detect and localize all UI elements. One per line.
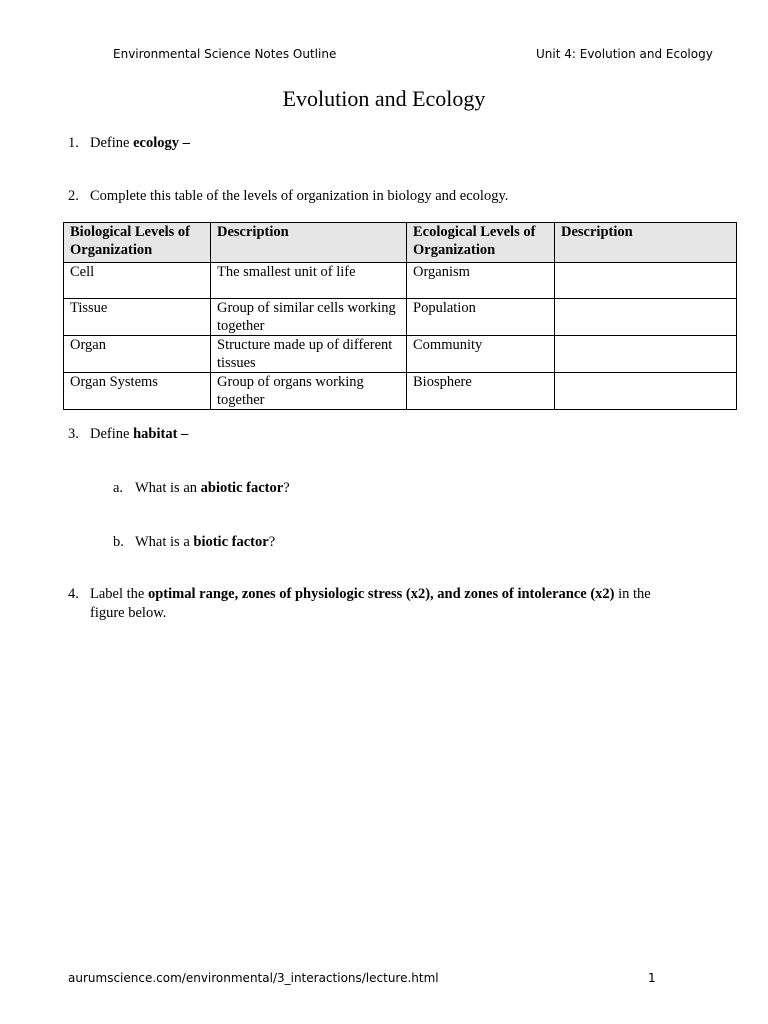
question-text: Label the (90, 586, 148, 602)
table-cell: Structure made up of different tissues (211, 336, 407, 373)
question-text: Define (90, 135, 134, 151)
table-cell-blank[interactable] (555, 373, 737, 410)
table-cell: Organism (407, 263, 555, 299)
question-suffix: in the (614, 586, 651, 602)
question-number: 2. (68, 188, 79, 204)
header-left-text: Environmental Science Notes Outline (113, 47, 337, 61)
question-text: What is an (135, 480, 201, 496)
table-cell: Biosphere (407, 373, 555, 410)
question-continuation: figure below. (90, 605, 167, 621)
table-row (64, 373, 737, 410)
question-text: What is a (135, 534, 194, 550)
table-row (64, 336, 737, 373)
header-eco-levels: Ecological Levels of Organization (407, 223, 555, 263)
levels-of-organization-table (63, 222, 737, 410)
question-number: b. (113, 534, 124, 550)
footer-url: aurumscience.com/environmental/3_interactions/lecture.html (68, 971, 439, 985)
question-term: ecology – (133, 135, 190, 151)
table-cell: Tissue (64, 299, 211, 336)
question-3 (68, 425, 188, 444)
table-cell: Community (407, 336, 555, 373)
question-4 (68, 585, 678, 623)
table-cell-blank[interactable] (555, 336, 737, 373)
header-description-2: Description (555, 223, 737, 263)
question-3b (113, 533, 275, 552)
question-term: habitat – (133, 426, 189, 442)
table-row (64, 299, 737, 336)
table-cell: Population (407, 299, 555, 336)
table-cell: Organ (64, 336, 211, 373)
question-text: Complete this table of the levels of organization in biology and ecology. (90, 188, 509, 204)
page-number: 1 (648, 971, 656, 985)
question-term: abiotic factor (200, 480, 284, 496)
table-cell: Organ Systems (64, 373, 211, 410)
table-cell-blank[interactable] (555, 299, 737, 336)
table-cell-blank[interactable] (555, 263, 737, 299)
question-number: 4. (68, 586, 79, 602)
table-row (64, 263, 737, 299)
question-term: biotic factor (193, 534, 269, 550)
page-title: Evolution and Ecology (282, 86, 486, 111)
question-2 (68, 187, 508, 206)
question-number: a. (113, 480, 124, 496)
question-suffix: ? (283, 480, 290, 496)
table-cell: Group of similar cells working together (211, 299, 407, 336)
header-description-1: Description (211, 223, 407, 263)
question-suffix: ? (268, 534, 276, 550)
question-number: 3. (68, 426, 79, 442)
question-1 (68, 134, 190, 153)
table-cell: The smallest unit of life (211, 263, 407, 299)
question-term: optimal range, zones of physiologic stress (x2), and zones of intolerance (x2) (147, 586, 615, 602)
header-bio-levels: Biological Levels of Organization (64, 223, 211, 263)
table-cell: Group of organs working together (211, 373, 407, 410)
table-cell: Cell (64, 263, 211, 299)
header-right-text: Unit 4: Evolution and Ecology (536, 47, 713, 61)
question-number: 1. (68, 135, 79, 151)
question-3a (113, 479, 290, 498)
question-text: Define (90, 426, 134, 442)
table-header-row (64, 223, 737, 263)
